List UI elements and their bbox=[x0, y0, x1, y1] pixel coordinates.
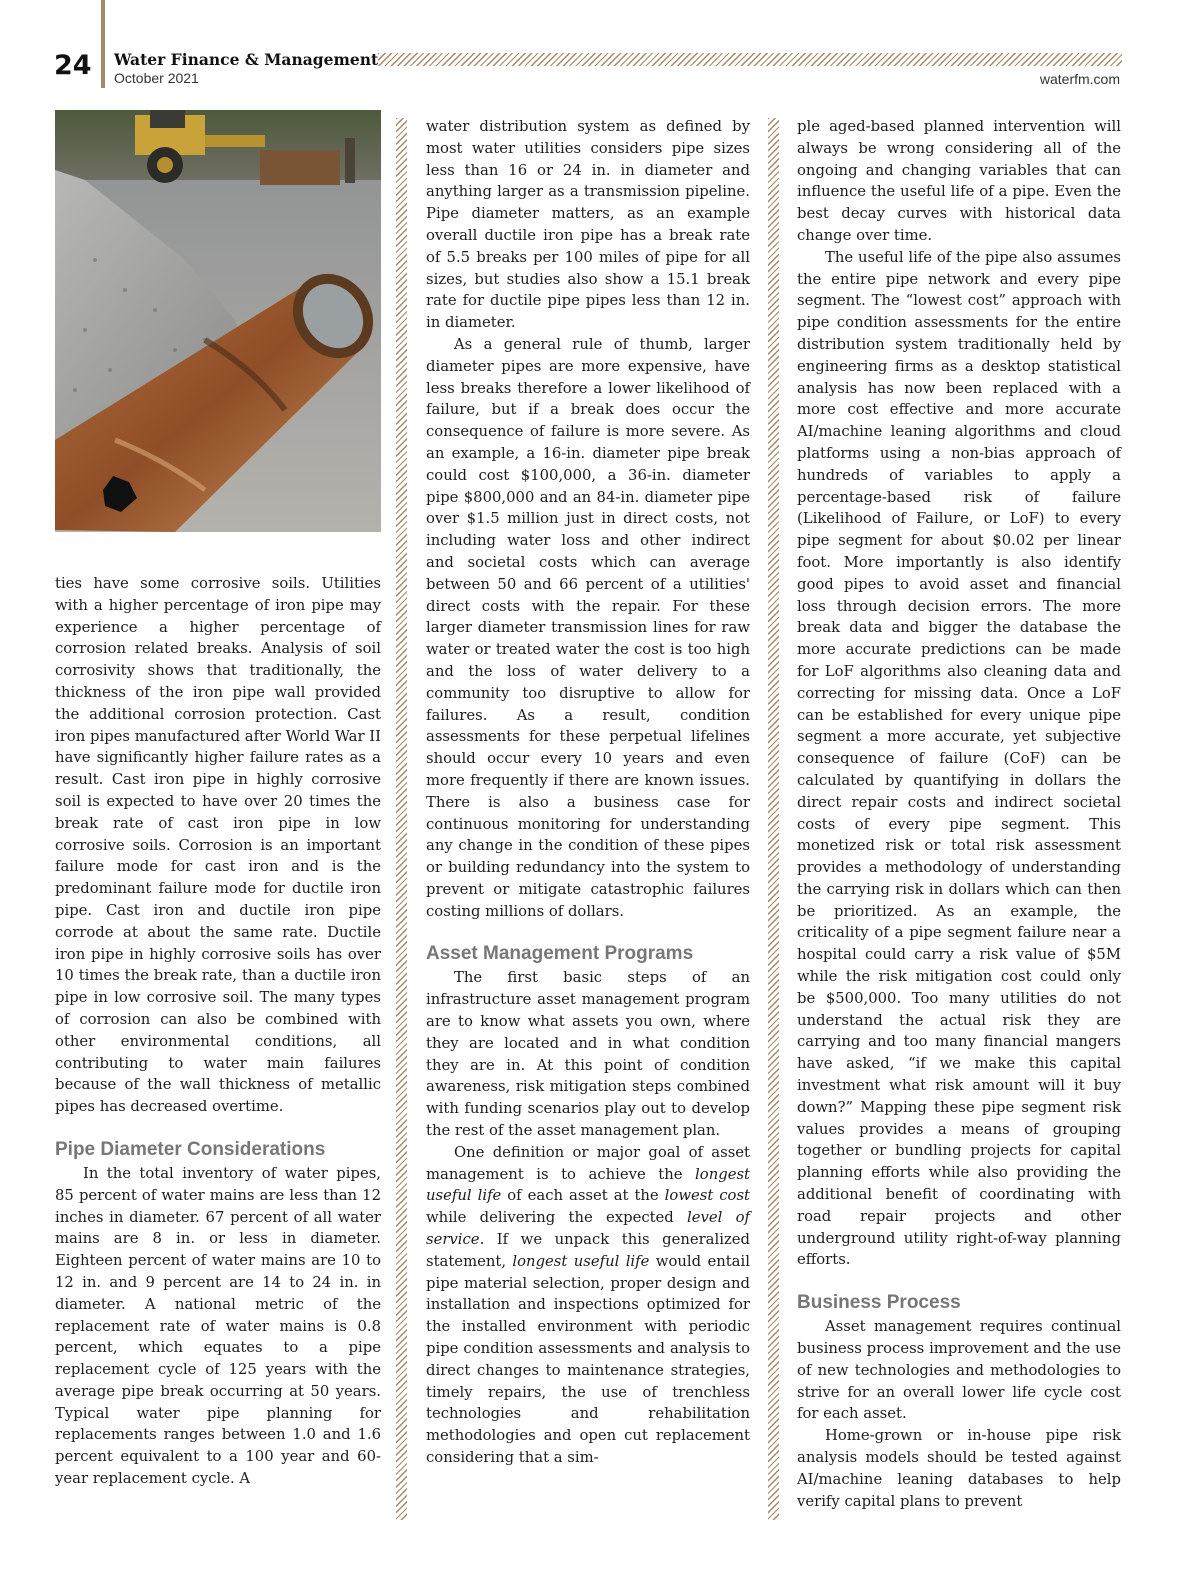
column-left bbox=[55, 573, 381, 1490]
subhead-business-process: Business Process bbox=[797, 1292, 961, 1314]
subhead-pipe-diameter: Pipe Diameter Considerations bbox=[55, 1138, 326, 1160]
column-divider-left bbox=[396, 118, 407, 1520]
column-divider-right bbox=[768, 118, 779, 1520]
header-decorative-band bbox=[378, 53, 1122, 66]
column-middle bbox=[426, 116, 750, 1469]
paragraph: The useful life of the pipe also assumes the entire pipe network and every pipe segment. The “lowest cost” approach with pipe condition assessments for the entire distribution system traditionally held by engineering firms as a desktop statistical analysis has now been replaced with a more cost effective and more accurate AI/machine leaning algorithms and cloud platforms using a non-bias approach of hundreds of variables to apply a percentage-based risk of failure (Likelihood of Failure, or LoF) to every pipe segment for about $0.02 per linear foot. More importantly is also identify good pipes to avoid asset and financial loss through decision errors. The more break data and bigger the database the more accurate predictions can be made for LoF algorithms also cleaning data and correcting for missing data. Once a LoF can be established for every unique pipe segment a more accurate, yet subjective consequence of failure (CoF) can be calculated by quantifying in dollars the direct repair costs and indirect societal costs of every pipe segment. This monetized risk or total risk assessment provides a methodology of understanding the carrying risk in dollars which can then be prioritized. As an example, the criticality of a pipe segment failure near a hospital could carry a risk value of $5M while the risk mitigation cost could only be $500,000. Too many utilities do not understand the actual risk they are carrying and too many financial mangers have asked, “if we make this capital investment what risk amount will it buy down?” Mapping these pipe segment risk values provides a means of grouping together or bundling projects for capital planning efforts while also providing the additional benefit of coordinating with road repair projects and other underground utility right-of-way planning efforts. bbox=[797, 248, 1121, 1269]
page-number: 24 bbox=[54, 50, 92, 81]
subhead-asset-management: Asset Management Programs bbox=[426, 943, 694, 965]
magazine-title: Water Finance & Management bbox=[114, 50, 379, 69]
corroded-pipe-photo bbox=[55, 110, 381, 532]
paragraph: ple aged-based planned intervention will always be wrong considering all of the ongoing and changing variables that can influence the useful life of a pipe. Even the best decay curves with historical data change over time. bbox=[797, 118, 1121, 244]
paragraph: ties have some corrosive soils. Utilities with a higher percentage of iron pipe may experience a higher percentage of corrosion related breaks. Analysis of soil corrosivity shows that traditionally, the thickness of the iron pipe wall provided the additional corrosion protection. Cast iron pipes manufactured after World War II have significantly higher failure rates as a result. Cast iron pipe in highly corrosive soil is expected to have over 20 times the break rate of cast iron pipe in low corrosive soils. Corrosion is an important failure mode for cast iron and is the predominant failure mode for ductile iron pipe. Cast iron and ductile iron pipe corrode at about the same rate. Ductile iron pipe in highly corrosive soils has over 10 times the break rate, than a ductile iron pipe in low corrosive soil. The many types of corrosion can also be combined with other environmental conditions, all contributing to water main failures because of the wall thickness of metallic pipes has decreased overtime. bbox=[55, 575, 381, 1116]
paragraph: The first basic steps of an infrastructure asset management program are to know what assets you own, where they are located and in what condition they are in. At this point of condition awareness, risk mitigation steps combined with funding scenarios play out to develop the rest of the asset management plan. bbox=[426, 969, 750, 1140]
paragraph: In the total inventory of water pipes, 85 percent of water mains are less than 12 inches in diameter. 67 percent of all water mains are 8 in. or less in diameter. Eighteen percent of water mains are 10 to 12 in. and 9 percent are 14 to 24 in. in diameter. A national metric of the replacement rate of water mains is 0.8 percent, which equates to a pipe replacement cycle of 125 years with the average pipe break occurring at 50 years. Typical water pipe planning for replacements ranges between 1.0 and 1.6 percent equivalent to a 100 year and 60-year replacement cycle. A bbox=[55, 1164, 381, 1488]
issue-date: October 2021 bbox=[114, 70, 199, 86]
paragraph: As a general rule of thumb, larger diameter pipes are more expensive, have less breaks therefore a lower likelihood of failure, but if a break does occur the consequence of failure is more severe. As an example, a 16-in. diameter pipe break could cost $100,000, a 36-in. diameter pipe $800,000 and an 84-in. diameter pipe over $1.5 million just in direct costs, not including water loss and other indirect and societal costs which can average between 50 and 66 percent of a utilities' direct costs with the repair. For these larger diameter transmission lines for raw water or treated water the cost is too high and the loss of water delivery to a community too disruptive to allow for failures. As a result, condition assessments for these perpetual lifelines should occur every 10 years and even more frequently if there are known issues. There is also a business case for continuous monitoring for understanding any change in the condition of these pipes or building redundancy into the system to prevent or mitigate catastrophic failures costing millions of dollars. bbox=[426, 335, 750, 920]
header-vertical-rule bbox=[101, 0, 105, 88]
paragraph-with-emphasis: One definition or major goal of asset management is to achieve the longest useful life of each asset at the lowest cost while delivering the expected level of service. If we unpack this generalized statement, longest useful life would entail pipe material selection, proper design and installation and inspections optimized for the installed environment with periodic pipe condition assessments and analysis to direct changes to maintenance strategies, timely repairs, the use of trenchless technologies and rehabilitation methodologies and open cut replacement considering that a sim- bbox=[426, 1143, 750, 1467]
paragraph: Asset management requires continual business process improvement and the use of new technologies and methodologies to strive for an overall lower life cycle cost for each asset. bbox=[797, 1318, 1121, 1423]
column-right bbox=[797, 116, 1121, 1512]
paragraph: water distribution system as defined by most water utilities considers pipe sizes less than 16 or 24 in. in diameter and anything larger as a transmission pipeline. Pipe diameter matters, as an example overall ductile iron pipe has a break rate of 5.5 breaks per 100 miles of pipe for all sizes, but studies also show a 15.1 break rate for ductile pipe pipes less than 12 in. in diameter. bbox=[426, 118, 750, 332]
paragraph: Home-grown or in-house pipe risk analysis models should be tested against AI/machine leaning databases to help verify capital plans to prevent bbox=[797, 1427, 1121, 1510]
website-url: waterfm.com bbox=[1039, 71, 1120, 87]
